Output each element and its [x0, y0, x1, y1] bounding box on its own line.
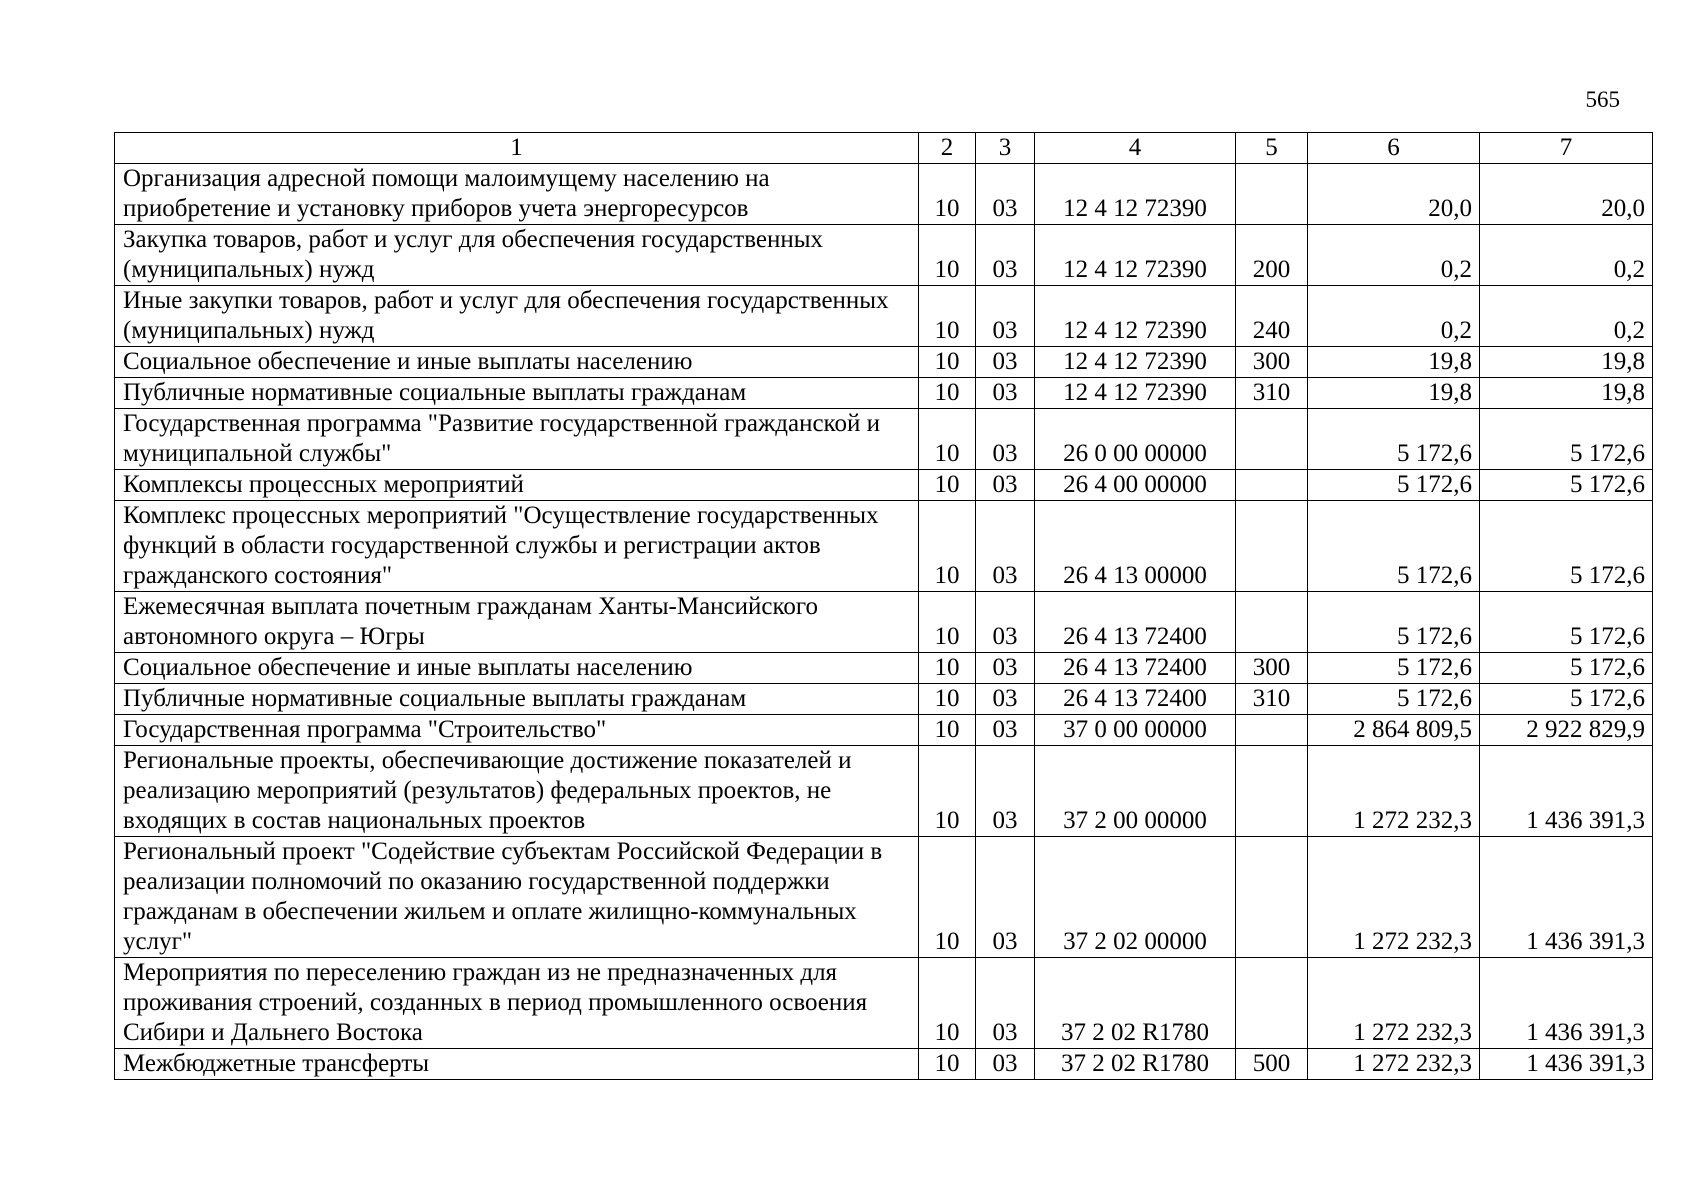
target-article-code: 12 4 12 72390	[1035, 164, 1236, 225]
row-description: Социальное обеспечение и иные выплаты населению	[115, 653, 919, 684]
page-number: 565	[1585, 87, 1620, 112]
expense-type-code	[1236, 837, 1308, 958]
target-article-code: 26 4 13 72400	[1035, 684, 1236, 715]
subsection-code: 03	[976, 347, 1035, 378]
amount-year-2: 1 436 391,3	[1480, 1049, 1653, 1080]
subsection-code: 03	[976, 378, 1035, 409]
column-header: 6	[1308, 133, 1480, 164]
column-header: 2	[919, 133, 976, 164]
target-article-code: 37 2 02 R1780	[1035, 1049, 1236, 1080]
expense-type-code: 240	[1236, 286, 1308, 347]
amount-year-2: 5 172,6	[1480, 409, 1653, 470]
amount-year-1: 1 272 232,3	[1308, 746, 1480, 837]
amount-year-1: 1 272 232,3	[1308, 958, 1480, 1049]
column-header: 7	[1480, 133, 1653, 164]
table-row	[115, 746, 1653, 837]
section-code: 10	[919, 592, 976, 653]
target-article-code: 37 0 00 00000	[1035, 715, 1236, 746]
expense-type-code: 300	[1236, 347, 1308, 378]
row-description: Социальное обеспечение и иные выплаты населению	[115, 347, 919, 378]
target-article-code: 12 4 12 72390	[1035, 225, 1236, 286]
amount-year-2: 5 172,6	[1480, 653, 1653, 684]
expense-type-code: 300	[1236, 653, 1308, 684]
expense-type-code	[1236, 746, 1308, 837]
amount-year-1: 19,8	[1308, 378, 1480, 409]
expense-type-code: 200	[1236, 225, 1308, 286]
amount-year-2: 2 922 829,9	[1480, 715, 1653, 746]
expense-type-code	[1236, 470, 1308, 501]
subsection-code: 03	[976, 409, 1035, 470]
target-article-code: 26 4 13 72400	[1035, 653, 1236, 684]
section-code: 10	[919, 837, 976, 958]
subsection-code: 03	[976, 164, 1035, 225]
table-row	[115, 225, 1653, 286]
section-code: 10	[919, 409, 976, 470]
section-code: 10	[919, 1049, 976, 1080]
row-description: Ежемесячная выплата почетным гражданам Ханты-Мансийского автономного округа – Югры	[115, 592, 919, 653]
section-code: 10	[919, 715, 976, 746]
amount-year-1: 19,8	[1308, 347, 1480, 378]
target-article-code: 26 4 00 00000	[1035, 470, 1236, 501]
amount-year-1: 1 272 232,3	[1308, 837, 1480, 958]
subsection-code: 03	[976, 225, 1035, 286]
table-row	[115, 470, 1653, 501]
target-article-code: 12 4 12 72390	[1035, 378, 1236, 409]
row-description: Публичные нормативные социальные выплаты гражданам	[115, 378, 919, 409]
table-header-row	[115, 133, 1653, 164]
row-description: Комплекс процессных мероприятий "Осуществление государственных функций в области государственной службы и регистрации актов гражданского состояния"	[115, 501, 919, 592]
amount-year-1: 5 172,6	[1308, 409, 1480, 470]
amount-year-2: 5 172,6	[1480, 684, 1653, 715]
section-code: 10	[919, 286, 976, 347]
subsection-code: 03	[976, 958, 1035, 1049]
expense-type-code	[1236, 715, 1308, 746]
expense-type-code	[1236, 592, 1308, 653]
amount-year-2: 19,8	[1480, 378, 1653, 409]
expense-type-code: 310	[1236, 684, 1308, 715]
amount-year-2: 5 172,6	[1480, 592, 1653, 653]
row-description: Организация адресной помощи малоимущему населению на приобретение и установку приборов учета энергоресурсов	[115, 164, 919, 225]
target-article-code: 37 2 00 00000	[1035, 746, 1236, 837]
expense-type-code	[1236, 958, 1308, 1049]
row-description: Государственная программа "Развитие государственной гражданской и муниципальной службы"	[115, 409, 919, 470]
subsection-code: 03	[976, 501, 1035, 592]
section-code: 10	[919, 164, 976, 225]
target-article-code: 26 4 13 00000	[1035, 501, 1236, 592]
row-description: Закупка товаров, работ и услуг для обеспечения государственных (муниципальных) нужд	[115, 225, 919, 286]
section-code: 10	[919, 958, 976, 1049]
column-header: 1	[115, 133, 919, 164]
target-article-code: 26 4 13 72400	[1035, 592, 1236, 653]
target-article-code: 12 4 12 72390	[1035, 347, 1236, 378]
table-row	[115, 958, 1653, 1049]
amount-year-2: 1 436 391,3	[1480, 746, 1653, 837]
amount-year-1: 0,2	[1308, 286, 1480, 347]
expense-type-code	[1236, 409, 1308, 470]
row-description: Межбюджетные трансферты	[115, 1049, 919, 1080]
column-header: 5	[1236, 133, 1308, 164]
section-code: 10	[919, 746, 976, 837]
amount-year-1: 1 272 232,3	[1308, 1049, 1480, 1080]
subsection-code: 03	[976, 286, 1035, 347]
table-row	[115, 684, 1653, 715]
amount-year-2: 1 436 391,3	[1480, 958, 1653, 1049]
subsection-code: 03	[976, 470, 1035, 501]
target-article-code: 12 4 12 72390	[1035, 286, 1236, 347]
table-row	[115, 715, 1653, 746]
table-row	[115, 378, 1653, 409]
table-row	[115, 501, 1653, 592]
amount-year-1: 5 172,6	[1308, 684, 1480, 715]
amount-year-2: 5 172,6	[1480, 501, 1653, 592]
subsection-code: 03	[976, 837, 1035, 958]
expense-type-code: 500	[1236, 1049, 1308, 1080]
expense-type-code: 310	[1236, 378, 1308, 409]
amount-year-1: 5 172,6	[1308, 592, 1480, 653]
amount-year-1: 5 172,6	[1308, 501, 1480, 592]
expense-type-code	[1236, 164, 1308, 225]
subsection-code: 03	[976, 746, 1035, 837]
subsection-code: 03	[976, 715, 1035, 746]
row-description: Региональные проекты, обеспечивающие достижение показателей и реализацию мероприятий (результатов) федеральных проектов, не входящих в состав национальных проектов	[115, 746, 919, 837]
target-article-code: 37 2 02 00000	[1035, 837, 1236, 958]
row-description: Региональный проект "Содействие субъектам Российской Федерации в реализации полномочий по оказанию государственной поддержки гражданам в обеспечении жильем и оплате жилищно-коммунальных услуг"	[115, 837, 919, 958]
amount-year-2: 20,0	[1480, 164, 1653, 225]
table-row	[115, 1049, 1653, 1080]
row-description: Иные закупки товаров, работ и услуг для обеспечения государственных (муниципальных) нужд	[115, 286, 919, 347]
subsection-code: 03	[976, 653, 1035, 684]
row-description: Публичные нормативные социальные выплаты гражданам	[115, 684, 919, 715]
amount-year-2: 5 172,6	[1480, 470, 1653, 501]
section-code: 10	[919, 653, 976, 684]
amount-year-1: 5 172,6	[1308, 653, 1480, 684]
section-code: 10	[919, 225, 976, 286]
section-code: 10	[919, 470, 976, 501]
row-description: Мероприятия по переселению граждан из не предназначенных для проживания строений, созданных в период промышленного освоения Сибири и Дальнего Востока	[115, 958, 919, 1049]
amount-year-1: 20,0	[1308, 164, 1480, 225]
target-article-code: 26 0 00 00000	[1035, 409, 1236, 470]
subsection-code: 03	[976, 1049, 1035, 1080]
table-row	[115, 592, 1653, 653]
target-article-code: 37 2 02 R1780	[1035, 958, 1236, 1049]
amount-year-1: 0,2	[1308, 225, 1480, 286]
amount-year-1: 2 864 809,5	[1308, 715, 1480, 746]
table-row	[115, 653, 1653, 684]
section-code: 10	[919, 684, 976, 715]
amount-year-1: 5 172,6	[1308, 470, 1480, 501]
table-row	[115, 286, 1653, 347]
row-description: Государственная программа "Строительство"	[115, 715, 919, 746]
row-description: Комплексы процессных мероприятий	[115, 470, 919, 501]
column-header: 4	[1035, 133, 1236, 164]
expense-type-code	[1236, 501, 1308, 592]
amount-year-2: 0,2	[1480, 286, 1653, 347]
subsection-code: 03	[976, 684, 1035, 715]
section-code: 10	[919, 501, 976, 592]
subsection-code: 03	[976, 592, 1035, 653]
table-row	[115, 837, 1653, 958]
table-row	[115, 164, 1653, 225]
table-row	[115, 347, 1653, 378]
amount-year-2: 1 436 391,3	[1480, 837, 1653, 958]
section-code: 10	[919, 378, 976, 409]
amount-year-2: 19,8	[1480, 347, 1653, 378]
amount-year-2: 0,2	[1480, 225, 1653, 286]
column-header: 3	[976, 133, 1035, 164]
budget-table	[114, 132, 1653, 1080]
table-row	[115, 409, 1653, 470]
section-code: 10	[919, 347, 976, 378]
